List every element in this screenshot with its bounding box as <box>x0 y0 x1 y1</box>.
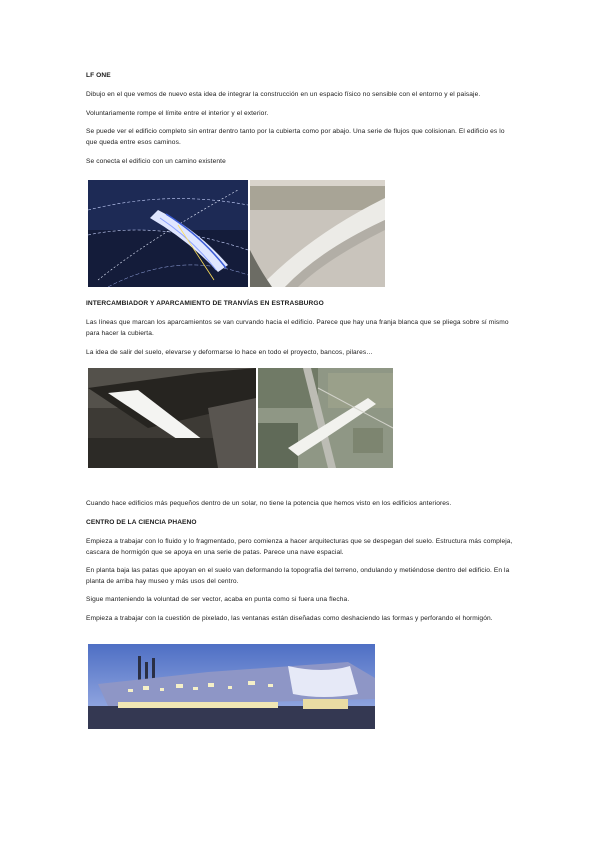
paragraph: Las líneas que marcan los aparcamientos se van curvando hacia el edificio. Parece que hay una franja blanca que se pliega sobre sí mismo para hacer la cubierta. <box>86 319 509 337</box>
heading-lf-one: LF ONE <box>86 72 111 79</box>
paragraph-intro: Cuando hace edificios más pequeños dentro de un solar, no tiene la potencia que hemos visto en los edificios anteriores. <box>86 500 452 507</box>
strasbourg-aerial-image <box>258 368 393 468</box>
heading-phaeno: CENTRO DE LA CIENCIA PHAENO <box>86 519 197 526</box>
phaeno-photo-image <box>88 644 375 729</box>
paragraph: La idea de salir del suelo, elevarse y deformarse lo hace en todo el proyecto, bancos, pilares… <box>86 349 373 356</box>
paragraph: Se conecta el edificio con un camino existente <box>86 158 226 165</box>
paragraph: En planta baja las patas que apoyan en el suelo van deformando la topografía del terreno, ondulando y metiéndose dentro del edificio. En la planta de arriba hay museo y más usos del centro. <box>86 567 510 585</box>
paragraph: Voluntariamente rompe el límite entre el interior y el exterior. <box>86 110 269 117</box>
strasbourg-interior-image <box>88 368 256 468</box>
paragraph: Se puede ver el edificio completo sin entrar dentro tanto por la cubierta como por abajo. Una serie de flujos que colisionan. El edificio es lo que queda entre esos caminos. <box>86 128 505 146</box>
paragraph: Empieza a trabajar con la cuestión de pixelado, las ventanas están diseñadas como deshaciendo las formas y perforando el hormigón. <box>86 615 493 622</box>
lf-one-photo-image <box>250 180 385 287</box>
paragraph: Dibujo en el que vemos de nuevo esta idea de integrar la construcción en un espacio físico no sensible con el entorno y el paisaje. <box>86 91 481 98</box>
heading-strasbourg: INTERCAMBIADOR Y APARCAMIENTO DE TRANVÍAS EN ESTRASBURGO <box>86 300 324 307</box>
lf-one-drawing-image <box>88 180 248 287</box>
paragraph: Empieza a trabajar con lo fluido y lo fragmentado, pero comienza a hacer arquitecturas que se despegan del suelo. Estructura más compleja, cascara de hormigón que se apoya en una serie de patas. Parece una nave espacial. <box>86 538 513 556</box>
paragraph: Sigue manteniendo la voluntad de ser vector, acaba en punta como si fuera una flecha. <box>86 596 350 603</box>
